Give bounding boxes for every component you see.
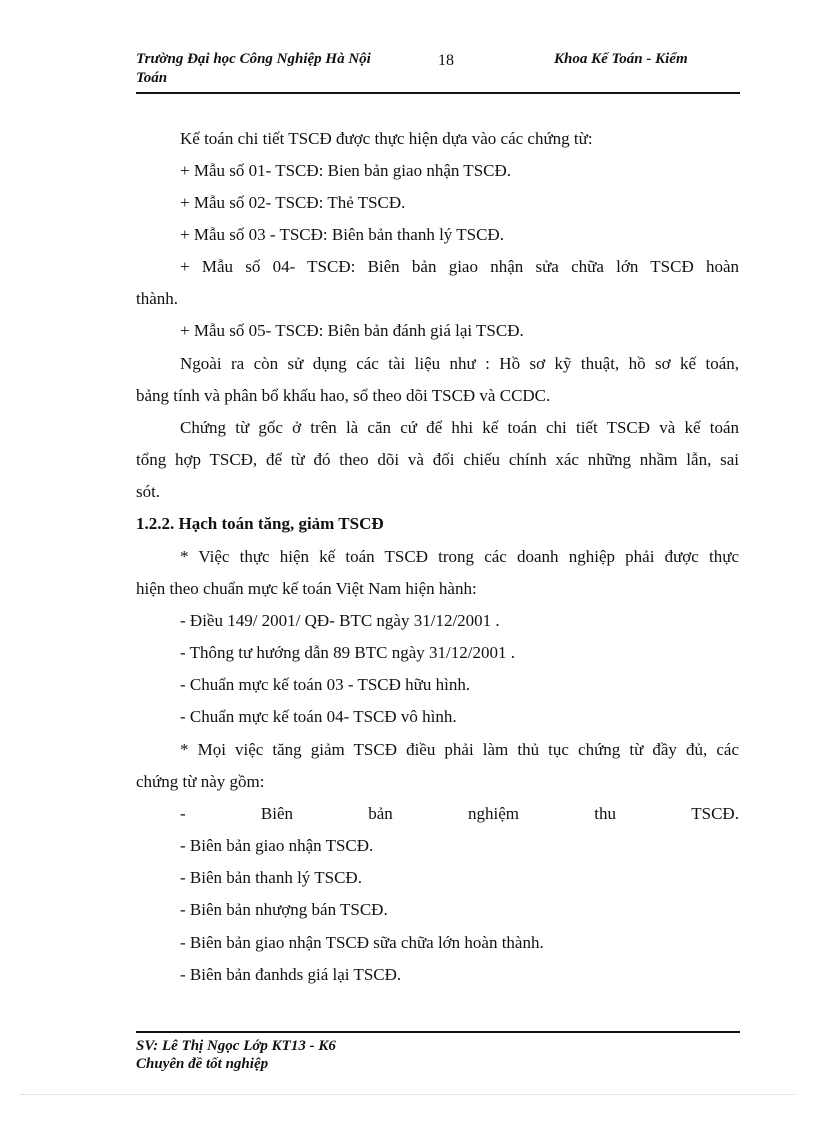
form-item-continuation: thành. xyxy=(136,289,179,308)
page-footer xyxy=(136,1031,740,1073)
spread-word: bản xyxy=(368,804,393,823)
page-number: 18 xyxy=(438,52,454,69)
standard-item: - Chuẩn mực kế toán 03 - TSCĐ hữu hình. xyxy=(180,675,471,694)
paragraph-line: Ngoài ra còn sử dụng các tài liệu như : Hồ sơ kỹ thuật, hồ sơ kế toán, xyxy=(180,354,739,373)
paragraph-line: chứng từ này gồm: xyxy=(136,772,265,791)
header-faculty-continuation: Toán xyxy=(136,70,168,86)
paragraph-line: hiện theo chuẩn mực kế toán Việt Nam hiện hành: xyxy=(136,579,477,598)
form-item: + Mẫu số 02- TSCĐ: Thẻ TSCĐ. xyxy=(180,193,406,212)
document-item: - Biên bản thanh lý TSCĐ. xyxy=(180,868,362,887)
form-item: + Mẫu số 03 - TSCĐ: Biên bản thanh lý TSCĐ. xyxy=(180,225,504,244)
section-heading: 1.2.2. Hạch toán tăng, giảm TSCĐ xyxy=(136,514,384,533)
form-item: + Mẫu số 04- TSCĐ: Biên bản giao nhận sửa chữa lớn TSCĐ hoàn xyxy=(180,257,739,276)
paragraph-line: bảng tính và phân bổ khấu hao, sổ theo dõi TSCĐ và CCDC. xyxy=(136,386,551,405)
standard-item: - Thông tư hướng dẫn 89 BTC ngày 31/12/2001 . xyxy=(180,643,515,662)
page-edge-divider xyxy=(20,1094,796,1095)
document-item: - Biên bản giao nhận TSCĐ sữa chữa lớn hoàn thành. xyxy=(180,933,544,952)
spread-word: - xyxy=(180,804,186,823)
spread-word: thu xyxy=(594,804,616,823)
form-item: + Mẫu số 01- TSCĐ: Bien bản giao nhận TSCĐ. xyxy=(180,161,512,180)
page-header xyxy=(136,48,740,94)
paragraph-line: * Việc thực hiện kế toán TSCĐ trong các doanh nghiệp phải được thực xyxy=(180,547,739,566)
standard-item: - Điều 149/ 2001/ QĐ- BTC ngày 31/12/2001 . xyxy=(180,611,500,630)
document-item: - Biên bản nhượng bán TSCĐ. xyxy=(180,900,388,919)
spread-word: TSCĐ. xyxy=(691,804,739,823)
standard-item: - Chuẩn mực kế toán 04- TSCĐ vô hình. xyxy=(180,707,457,726)
document-item: - Biên bản đanhds giá lại TSCĐ. xyxy=(180,965,402,984)
paragraph-line: tổng hợp TSCĐ, để từ đó theo dõi và đối chiếu chính xác những nhầm lẫn, sai xyxy=(136,450,739,469)
paragraph-line: sót. xyxy=(136,482,161,501)
header-school-name: Trường Đại học Công Nghiệp Hà Nội xyxy=(136,51,371,67)
paragraph-line: * Mọi việc tăng giảm TSCĐ điều phải làm thủ tục chứng từ đầy đủ, các xyxy=(180,740,739,759)
intro-line: Kế toán chi tiết TSCĐ được thực hiện dựa vào các chứng từ: xyxy=(180,129,593,148)
document-item: - Biên bản giao nhận TSCĐ. xyxy=(180,836,374,855)
header-school xyxy=(136,50,436,88)
footer-student: SV: Lê Thị Ngọc Lớp KT13 - K6 xyxy=(136,1038,336,1054)
header-faculty: Khoa Kế Toán - Kiểm xyxy=(554,51,688,67)
paragraph-line: Chứng từ gốc ở trên là căn cứ để hhi kế toán chi tiết TSCĐ và kế toán xyxy=(180,418,739,437)
spread-word: nghiệm xyxy=(468,804,520,823)
spread-line xyxy=(180,803,739,825)
footer-thesis: Chuyên đề tốt nghiệp xyxy=(136,1056,269,1072)
form-item: + Mẫu số 05- TSCĐ: Biên bản đánh giá lại TSCĐ. xyxy=(180,321,524,340)
spread-word: Biên xyxy=(260,804,294,823)
